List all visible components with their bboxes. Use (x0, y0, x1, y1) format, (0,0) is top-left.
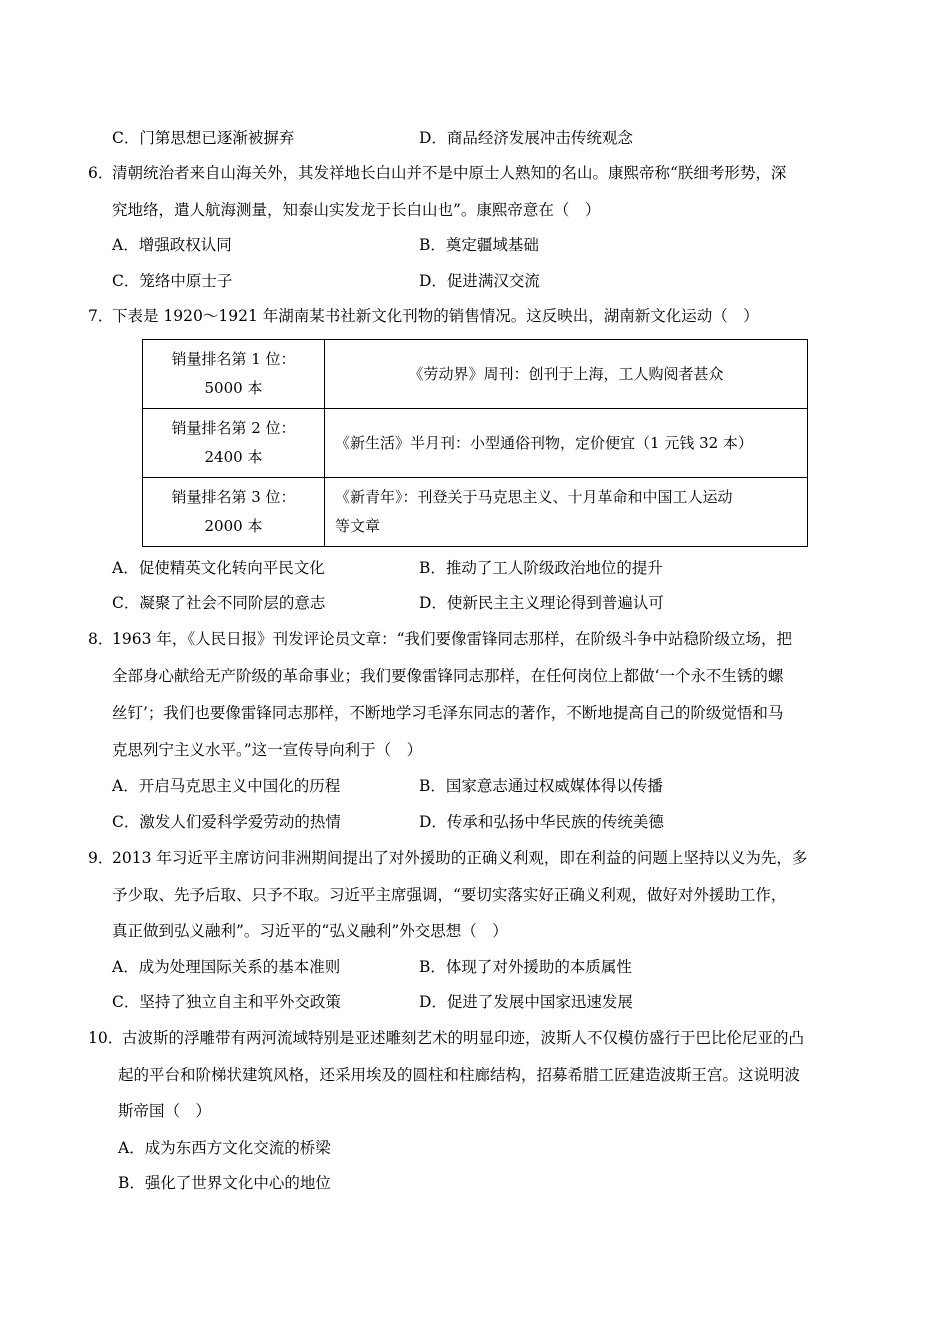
q7-stem: 下表是 1920～1921 年湖南某书社新文化刊物的销售情况。这反映出，湖南新文化运动（ ） (112, 307, 759, 325)
journal-description: 《新生活》半月刊：小型通俗刊物，定价便宜（1 元钱 32 本） (325, 409, 808, 478)
q8-number: 8． (88, 630, 114, 648)
q7-option-c: C．凝聚了社会不同阶层的意志 (112, 594, 326, 612)
q10-stem-line-2: 起的平台和阶梯状建筑风格，还采用埃及的圆柱和柱廊结构，招募希腊工匠建造波斯王宫。这说明波 (118, 1066, 801, 1084)
q9-option-a: A．成为处理国际关系的基本准则 (112, 958, 341, 976)
q8-stem-line-2: 全部身心献给无产阶级的革命事业；我们要像雷锋同志那样，在任何岗位上都做‘一个永不生锈的螺 (112, 667, 784, 685)
sales-table (142, 339, 808, 547)
table-row (143, 340, 808, 409)
q9-option-d: D．促进了发展中国家迅速发展 (419, 993, 633, 1011)
table-row (143, 409, 808, 478)
q7-number: 7． (88, 307, 114, 325)
q10-stem-line-3: 斯帝国（ ） (118, 1102, 212, 1120)
q6-stem-line-2: 究地络，遣人航海测量，知泰山实发龙于长白山也”。康熙帝意在（ ） (112, 201, 601, 219)
q8-stem-line-4: 克思列宁主义水平。”这一宣传导向利于（ ） (112, 741, 423, 759)
sales-count: 2000 本 (204, 517, 263, 535)
q10-option-b: B．强化了世界文化中心的地位 (118, 1174, 331, 1192)
table-row (143, 478, 808, 547)
rank-cell (143, 340, 325, 409)
sales-count: 5000 本 (204, 379, 263, 397)
rank-label: 销量排名第 3 位： (171, 488, 296, 506)
q9-option-c: C．坚持了独立自主和平外交政策 (112, 993, 341, 1011)
q9-number: 9． (88, 849, 114, 867)
q10-stem-line-1: 古波斯的浮雕带有两河流域特别是亚述雕刻艺术的明显印迹，波斯人不仅模仿盛行于巴比伦尼亚的凸 (122, 1029, 805, 1047)
q6-option-a: A．增强政权认同 (112, 236, 232, 254)
rank-label: 销量排名第 1 位： (171, 350, 296, 368)
q8-option-a: A．开启马克思主义中国化的历程 (112, 777, 341, 795)
q9-stem-line-3: 真正做到弘义融利”。习近平的“弘义融利”外交思想（ ） (112, 922, 508, 940)
q5-option-c: C．门第思想已逐渐被摒弃 (112, 129, 295, 147)
q10-number: 10． (88, 1029, 124, 1047)
q8-stem-line-3: 丝钉’；我们也要像雷锋同志那样，不断地学习毛泽东同志的著作，不断地提高自己的阶级觉悟和马 (112, 704, 784, 722)
q7-option-d: D．使新民主主义理论得到普遍认可 (419, 594, 664, 612)
sales-count: 2400 本 (204, 448, 263, 466)
q8-option-d: D．传承和弘扬中华民族的传统美德 (419, 813, 664, 831)
q8-option-c: C．激发人们爱科学爱劳动的热情 (112, 813, 341, 831)
q10-option-a: A．成为东西方文化交流的桥梁 (118, 1139, 331, 1157)
rank-cell (143, 409, 325, 478)
q6-number: 6． (88, 164, 114, 182)
q6-option-c: C．笼络中原士子 (112, 272, 233, 290)
journal-description (325, 478, 808, 547)
journal-description-line-1: 《新青年》：刊登关于马克思主义、十月革命和中国工人运动 (335, 488, 733, 506)
q7-option-b: B．推动了工人阶级政治地位的提升 (419, 559, 663, 577)
q7-option-a: A．促使精英文化转向平民文化 (112, 559, 325, 577)
q6-stem-line-1: 清朝统治者来自山海关外，其发祥地长白山并不是中原士人熟知的名山。康熙帝称“朕细考形势，深 (112, 164, 787, 182)
q9-stem-line-1: 2013 年习近平主席访问非洲期间提出了对外援助的正确义利观，即在利益的问题上坚持以义为先，多 (112, 849, 808, 867)
q8-stem-line-1: 1963 年，《人民日报》刊发评论员文章：“我们要像雷锋同志那样，在阶级斗争中站稳阶级立场，把 (112, 630, 793, 648)
q5-option-d: D．商品经济发展冲击传统观念 (419, 129, 633, 147)
rank-cell (143, 478, 325, 547)
q6-option-d: D．促进满汉交流 (419, 272, 540, 290)
journal-description-line-2: 等文章 (335, 517, 381, 535)
q6-option-b: B．奠定疆域基础 (419, 236, 539, 254)
rank-label: 销量排名第 2 位： (171, 419, 296, 437)
q9-option-b: B．体现了对外援助的本质属性 (419, 958, 632, 976)
journal-description: 《劳动界》周刊：创刊于上海，工人购阅者甚众 (325, 340, 808, 409)
q9-stem-line-2: 予少取、先予后取、只予不取。习近平主席强调，“要切实落实好正确义利观，做好对外援助工作， (112, 886, 787, 904)
q8-option-b: B．国家意志通过权威媒体得以传播 (419, 777, 663, 795)
